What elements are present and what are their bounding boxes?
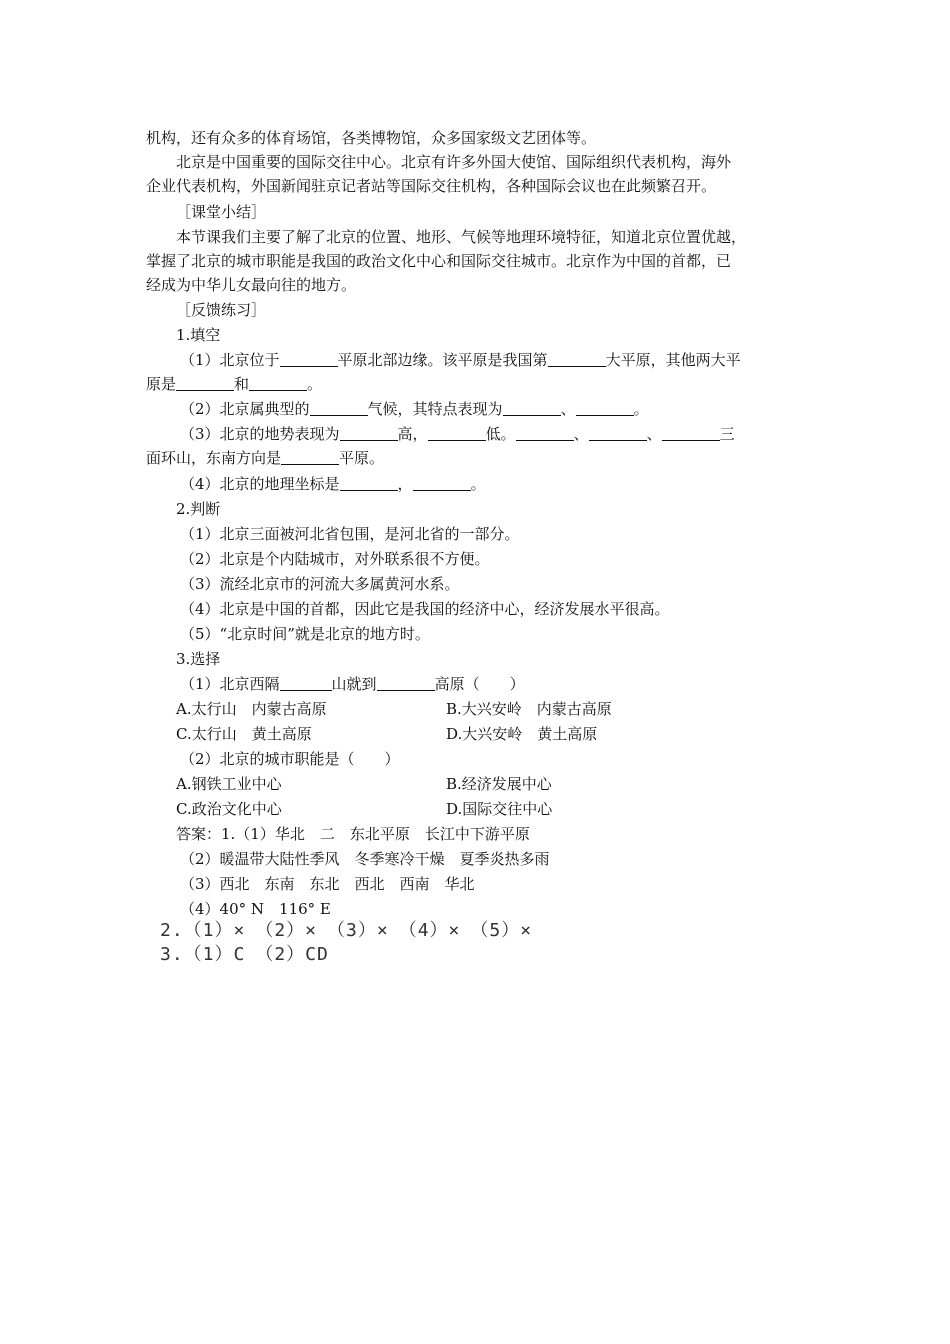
choice-q2-option-a[interactable]: A.钢铁工业中心 bbox=[176, 775, 282, 793]
intro-paragraph-2-line-2: 企业代表机构，外国新闻驻京记者站等国际交往机构，各种国际会议也在此频繁召开。 bbox=[146, 177, 717, 195]
choice-q2-option-d[interactable]: D.国际交往中心 bbox=[446, 800, 553, 818]
fill-q3-text: （3）北京的地势表现为 bbox=[180, 425, 340, 443]
fill-question-3-line-2 bbox=[146, 446, 384, 470]
summary-heading: ［课堂小结］ bbox=[176, 203, 267, 221]
answer-blank[interactable] bbox=[503, 399, 561, 416]
answers-line-6: 3.（1）C （2）CD bbox=[160, 944, 329, 965]
choice-q1-text: 山就到 bbox=[331, 675, 377, 693]
fill-question-1-line-2 bbox=[146, 372, 322, 396]
fill-title: 1.填空 bbox=[176, 326, 221, 344]
fill-q1-text: 和 bbox=[234, 375, 250, 393]
fill-q1-text: 原是 bbox=[146, 375, 177, 393]
fill-q4-text: 。 bbox=[470, 475, 486, 493]
answer-blank[interactable] bbox=[249, 374, 307, 391]
answers-line-1: 答案：1.（1）华北 二 东北平原 长江中下游平原 bbox=[176, 825, 530, 843]
answer-blank[interactable] bbox=[662, 424, 720, 441]
summary-line-1: 本节课我们主要了解了北京的位置、地形、气候等地理环境特征，知道北京位置优越， bbox=[176, 228, 747, 246]
answer-blank[interactable] bbox=[280, 674, 332, 691]
fill-q3-text: 三 bbox=[719, 425, 735, 443]
answer-blank[interactable] bbox=[413, 474, 471, 491]
intro-paragraph-2-line-1: 北京是中国重要的国际交往中心。北京有许多外国大使馆、国际组织代表机构，海外 bbox=[176, 153, 732, 171]
fill-question-4 bbox=[180, 472, 486, 496]
choice-q1-option-b[interactable]: B.大兴安岭 内蒙古高原 bbox=[446, 700, 612, 718]
choice-title: 3.选择 bbox=[176, 650, 221, 668]
fill-q2-text: 、 bbox=[560, 400, 576, 418]
answer-blank[interactable] bbox=[280, 350, 338, 367]
choice-question-2: （2）北京的城市职能是（ ） bbox=[180, 750, 400, 768]
practice-heading: ［反馈练习］ bbox=[176, 301, 267, 319]
fill-q1-text: 平原北部边缘。该平原是我国第 bbox=[337, 351, 548, 369]
answer-blank[interactable] bbox=[516, 424, 574, 441]
fill-q1-text: （1）北京位于 bbox=[180, 351, 280, 369]
answers-line-3: （3）西北 东南 东北 西北 西南 华北 bbox=[180, 875, 475, 893]
fill-q1-text: 大平原，其他两大平 bbox=[605, 351, 741, 369]
fill-q2-text: 。 bbox=[633, 400, 649, 418]
fill-q3-text: 面环山，东南方向是 bbox=[146, 449, 282, 467]
summary-line-2: 掌握了北京的城市职能是我国的政治文化中心和国际交往城市。北京作为中国的首都，已 bbox=[146, 252, 732, 270]
judge-item-5: （5）“北京时间”就是北京的地方时。 bbox=[180, 625, 430, 643]
answer-blank[interactable] bbox=[589, 424, 647, 441]
choice-q1-option-d[interactable]: D.大兴安岭 黄土高原 bbox=[446, 725, 598, 743]
answer-blank[interactable] bbox=[340, 424, 398, 441]
answer-blank[interactable] bbox=[281, 448, 339, 465]
choice-q1-option-a[interactable]: A.太行山 内蒙古高原 bbox=[176, 700, 327, 718]
answer-blank[interactable] bbox=[548, 350, 606, 367]
judge-item-1: （1）北京三面被河北省包围，是河北省的一部分。 bbox=[180, 525, 520, 543]
answer-blank[interactable] bbox=[310, 399, 368, 416]
answers-line-4: （4）40° N 116° E bbox=[180, 900, 331, 918]
intro-paragraph-1-continued: 机构，还有众多的体育场馆，各类博物馆，众多国家级文艺团体等。 bbox=[146, 129, 597, 147]
fill-q2-text: 气候，其特点表现为 bbox=[367, 400, 503, 418]
judge-item-2: （2）北京是个内陆城市，对外联系很不方便。 bbox=[180, 550, 490, 568]
choice-q1-text: 高原（ ） bbox=[434, 675, 525, 693]
answers-line-2: （2）暖温带大陆性季风 冬季寒冷干燥 夏季炎热多雨 bbox=[180, 850, 550, 868]
answer-blank[interactable] bbox=[576, 399, 634, 416]
choice-q2-option-c[interactable]: C.政治文化中心 bbox=[176, 800, 282, 818]
fill-question-1-line-1 bbox=[180, 348, 741, 372]
answers-line-5: 2.（1）× （2）× （3）× （4）× （5）× bbox=[160, 920, 533, 941]
fill-question-2 bbox=[180, 397, 649, 421]
fill-q3-text: 、 bbox=[646, 425, 662, 443]
choice-q1-text: （1）北京西隔 bbox=[180, 675, 280, 693]
answer-blank[interactable] bbox=[377, 674, 435, 691]
fill-q3-text: 平原。 bbox=[339, 449, 385, 467]
fill-q4-text: ， bbox=[397, 475, 413, 493]
choice-q1-option-c[interactable]: C.太行山 黄土高原 bbox=[176, 725, 312, 743]
answer-blank[interactable] bbox=[428, 424, 486, 441]
fill-question-3-line-1 bbox=[180, 422, 735, 446]
answer-blank[interactable] bbox=[340, 474, 398, 491]
fill-q3-text: 、 bbox=[573, 425, 589, 443]
fill-q4-text: （4）北京的地理坐标是 bbox=[180, 475, 340, 493]
answer-blank[interactable] bbox=[176, 374, 234, 391]
fill-q3-text: 低。 bbox=[485, 425, 516, 443]
judge-item-4: （4）北京是中国的首都，因此它是我国的经济中心，经济发展水平很高。 bbox=[180, 600, 670, 618]
judge-title: 2.判断 bbox=[176, 500, 221, 518]
judge-item-3: （3）流经北京市的河流大多属黄河水系。 bbox=[180, 575, 460, 593]
fill-q3-text: 高， bbox=[397, 425, 428, 443]
choice-q2-option-b[interactable]: B.经济发展中心 bbox=[446, 775, 552, 793]
choice-question-1 bbox=[180, 672, 525, 696]
fill-q2-text: （2）北京属典型的 bbox=[180, 400, 310, 418]
summary-line-3: 经成为中华儿女最向往的地方。 bbox=[146, 276, 357, 294]
fill-q1-text: 。 bbox=[307, 375, 323, 393]
